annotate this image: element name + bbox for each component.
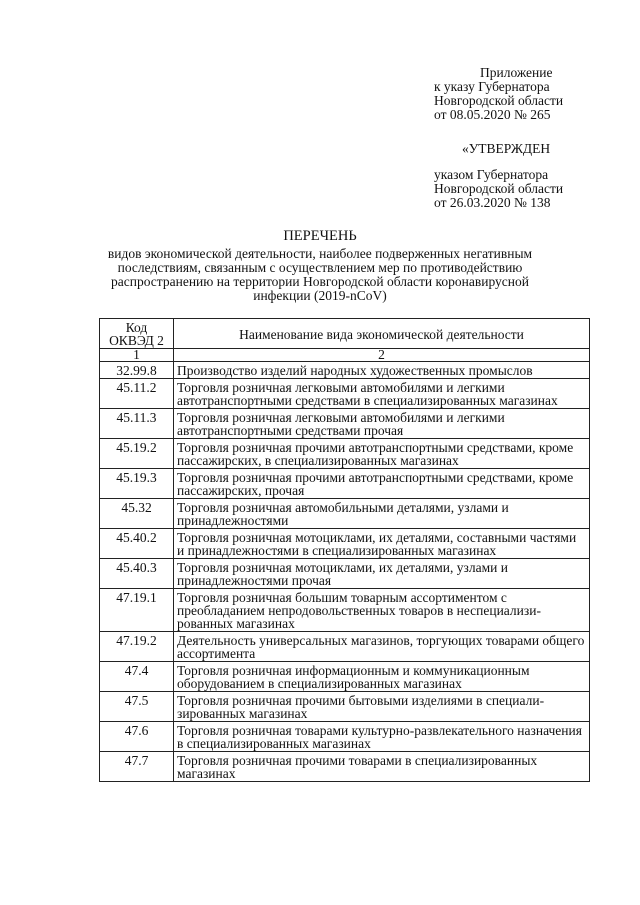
appendix-line: к указу Губернатора xyxy=(434,79,550,94)
approved-line: от 26.03.2020 № 138 xyxy=(434,195,551,210)
row-code: 47.5 xyxy=(100,692,174,722)
row-code: 45.40.3 xyxy=(100,559,174,589)
activities-table xyxy=(99,318,590,782)
row-name: Деятельность универсальных магазинов, торгующих товарами общего ассортимента xyxy=(174,632,590,662)
table-row xyxy=(100,469,590,499)
appendix-line: от 08.05.2020 № 265 xyxy=(434,107,551,122)
row-name: Торговля розничная информационным и коммуникационным оборудованием в специализированных магазинах xyxy=(174,662,590,692)
row-name: Торговля розничная большим товарным ассортиментом с преобладанием непродовольственных товаров в неспециализи-рованных магазинах xyxy=(174,589,590,632)
row-code: 47.19.1 xyxy=(100,589,174,632)
row-code: 45.11.2 xyxy=(100,379,174,409)
row-code: 45.11.3 xyxy=(100,409,174,439)
appendix-block xyxy=(434,66,563,122)
row-name: Производство изделий народных художественных промыслов xyxy=(174,362,590,379)
row-code: 45.32 xyxy=(100,499,174,529)
row-code: 47.19.2 xyxy=(100,632,174,662)
table-row xyxy=(100,559,590,589)
subtitle-line: инфекции (2019-nCoV) xyxy=(253,288,387,303)
table-row xyxy=(100,632,590,662)
row-name: Торговля розничная прочими автотранспортными средствами, кроме пассажирских, прочая xyxy=(174,469,590,499)
approved-title: «УТВЕРЖДЕН xyxy=(462,141,551,156)
subtitle-line: видов экономической деятельности, наиболее подверженных негативным xyxy=(107,246,533,261)
row-code: 45.19.3 xyxy=(100,469,174,499)
approved-block xyxy=(434,142,563,210)
table-row xyxy=(100,529,590,559)
table-row xyxy=(100,589,590,632)
table-row xyxy=(100,752,590,782)
appendix-title: Приложение xyxy=(480,65,553,80)
row-code: 45.40.2 xyxy=(100,529,174,559)
row-name: Торговля розничная прочими товарами в специализированных магазинах xyxy=(174,752,590,782)
table-header-row xyxy=(100,319,590,349)
row-name: Торговля розничная прочими автотранспортными средствами, кроме пассажирских, в специализированных магазинах xyxy=(174,439,590,469)
row-name: Торговля розничная мотоциклами, их деталями, составными частями и принадлежностями в специализированных магазинах xyxy=(174,529,590,559)
row-name: Торговля розничная автомобильными деталями, узлами и принадлежностями xyxy=(174,499,590,529)
approved-line: Новгородской области xyxy=(434,181,564,196)
table-row xyxy=(100,692,590,722)
row-name: Торговля розничная мотоциклами, их деталями, узлами и принадлежностями прочая xyxy=(174,559,590,589)
column-number: 1 xyxy=(100,349,174,362)
row-name: Торговля розничная прочими бытовыми изделиями в специали-зированных магазинах xyxy=(174,692,590,722)
header-code xyxy=(100,319,174,349)
appendix-line: Новгородской области xyxy=(434,93,564,108)
row-name: Торговля розничная легковыми автомобилями и легкими автотранспортными средствами в специализированных магазинах xyxy=(174,379,590,409)
row-name: Торговля розничная легковыми автомобилями и легкими автотранспортными средствами прочая xyxy=(174,409,590,439)
table-row xyxy=(100,379,590,409)
approved-line: указом Губернатора xyxy=(434,167,549,182)
document-title: ПЕРЕЧЕНЬ xyxy=(283,228,357,244)
document-heading xyxy=(0,229,640,303)
table-row xyxy=(100,439,590,469)
table-row xyxy=(100,662,590,692)
row-name: Торговля розничная товарами культурно-развлекательного назначения в специализированных магазинах xyxy=(174,722,590,752)
document-subtitle xyxy=(0,247,640,303)
row-code: 32.99.8 xyxy=(100,362,174,379)
subtitle-line: последствиям, связанным с осуществлением мер по противодействию xyxy=(117,260,523,275)
column-number-row xyxy=(100,349,590,362)
row-code: 47.6 xyxy=(100,722,174,752)
table-row xyxy=(100,722,590,752)
row-code: 47.7 xyxy=(100,752,174,782)
subtitle-line: распространению на территории Новгородской области коронавирусной xyxy=(111,274,529,289)
header-code-line: Код xyxy=(125,320,148,335)
table-row xyxy=(100,499,590,529)
table-row xyxy=(100,362,590,379)
header-name: Наименование вида экономической деятельности xyxy=(174,319,590,349)
row-code: 45.19.2 xyxy=(100,439,174,469)
column-number: 2 xyxy=(174,349,590,362)
table-row xyxy=(100,409,590,439)
row-code: 47.4 xyxy=(100,662,174,692)
header-code-line: ОКВЭД 2 xyxy=(109,333,164,348)
